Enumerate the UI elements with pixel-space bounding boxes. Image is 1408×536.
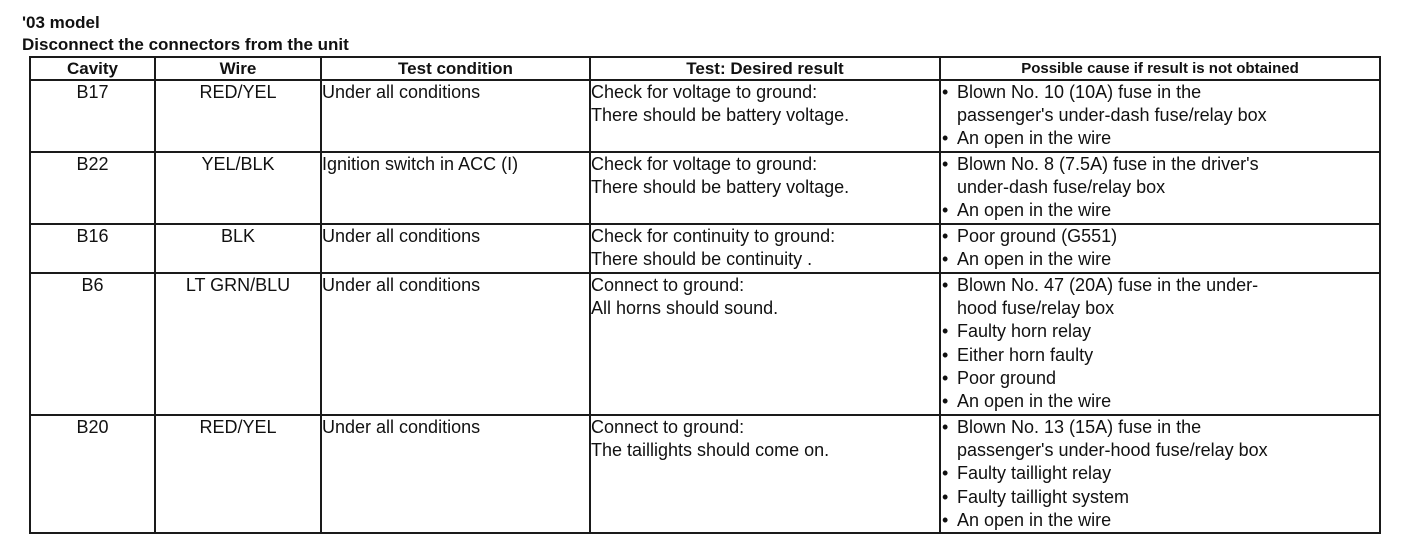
cause-line: passenger's under-hood fuse/relay box	[957, 440, 1268, 461]
cause-line: Either horn faulty	[957, 344, 1094, 365]
bullet-icon: •	[942, 463, 949, 484]
fuse-test-table	[29, 56, 1381, 534]
cause-item	[941, 274, 1379, 320]
wire-cell: BLK	[155, 224, 321, 273]
bullet-icon: •	[942, 391, 949, 412]
cause-list	[941, 153, 1379, 223]
possible-cause-cell	[940, 152, 1380, 224]
bullet-icon: •	[942, 226, 949, 246]
wire-cell: YEL/BLK	[155, 152, 321, 224]
table-header-row	[30, 57, 1380, 80]
bullet-icon: •	[942, 321, 949, 342]
cause-line: An open in the wire	[957, 391, 1112, 412]
cause-list	[941, 274, 1379, 413]
cause-line: Faulty horn relay	[957, 321, 1092, 342]
cause-line: hood fuse/relay box	[957, 298, 1115, 319]
desired-result-cell	[590, 224, 940, 273]
cause-line: Poor ground	[957, 367, 1057, 388]
cause-line: passenger's under-dash fuse/relay box	[957, 105, 1267, 126]
cause-item	[941, 81, 1379, 127]
test-condition-cell: Under all conditions	[321, 80, 590, 152]
bullet-icon: •	[942, 509, 949, 530]
cavity-cell: B6	[30, 273, 155, 415]
cause-line: Blown No. 13 (15A) fuse in the	[957, 417, 1202, 437]
table-row	[30, 152, 1380, 224]
bullet-icon: •	[942, 154, 949, 174]
desired-result-line: The taillights should come on.	[591, 440, 830, 461]
possible-cause-cell	[940, 224, 1380, 273]
table-row	[30, 224, 1380, 273]
column-header-test-condition: Test condition	[321, 57, 590, 80]
test-condition-cell: Under all conditions	[321, 273, 590, 415]
wire-cell: RED/YEL	[155, 80, 321, 152]
cause-item	[941, 225, 1379, 248]
cause-item	[941, 462, 1379, 485]
possible-cause-cell	[940, 80, 1380, 152]
desired-result-cell	[590, 80, 940, 152]
cause-list	[941, 81, 1379, 151]
table-row	[30, 273, 1380, 415]
cause-line: Faulty taillight system	[957, 486, 1130, 507]
cause-line: An open in the wire	[957, 128, 1112, 149]
desired-result-cell	[590, 415, 940, 533]
cause-item	[941, 344, 1379, 367]
desired-result-line: There should be battery voltage.	[591, 105, 850, 126]
cause-line: An open in the wire	[957, 249, 1112, 270]
cause-line: Blown No. 10 (10A) fuse in the	[957, 82, 1202, 102]
cavity-cell: B17	[30, 80, 155, 152]
cause-item	[941, 153, 1379, 199]
possible-cause-cell	[940, 273, 1380, 415]
bullet-icon: •	[942, 249, 949, 270]
instruction-heading: Disconnect the connectors from the unit	[22, 35, 349, 54]
desired-result-line: All horns should sound.	[591, 298, 779, 319]
cause-line: Faulty taillight relay	[957, 463, 1112, 484]
desired-result-line: Connect to ground:	[591, 275, 745, 295]
cavity-cell: B20	[30, 415, 155, 533]
bullet-icon: •	[942, 200, 949, 221]
cause-item	[941, 416, 1379, 462]
possible-cause-cell	[940, 415, 1380, 533]
desired-result-line: Check for voltage to ground:	[591, 154, 818, 174]
desired-result-line: Connect to ground:	[591, 417, 745, 437]
model-heading: '03 model	[22, 13, 100, 32]
bullet-icon: •	[942, 486, 949, 507]
cause-line: Poor ground (G551)	[957, 226, 1118, 246]
cavity-cell: B16	[30, 224, 155, 273]
column-header-possible-cause: Possible cause if result is not obtained	[940, 57, 1380, 80]
bullet-icon: •	[942, 417, 949, 437]
desired-result-cell	[590, 152, 940, 224]
bullet-icon: •	[942, 367, 949, 388]
wire-cell: LT GRN/BLU	[155, 273, 321, 415]
desired-result-line: There should be continuity .	[591, 249, 813, 270]
column-header-desired-result: Test: Desired result	[590, 57, 940, 80]
bullet-icon: •	[942, 82, 949, 102]
cause-item	[941, 199, 1379, 222]
bullet-icon: •	[942, 275, 949, 295]
table-row	[30, 80, 1380, 152]
bullet-icon: •	[942, 128, 949, 149]
test-condition-cell: Ignition switch in ACC (I)	[321, 152, 590, 224]
cause-line: Blown No. 8 (7.5A) fuse in the driver's	[957, 154, 1259, 174]
test-condition-cell: Under all conditions	[321, 224, 590, 273]
cause-item	[941, 367, 1379, 390]
bullet-icon: •	[942, 344, 949, 365]
cause-line: Blown No. 47 (20A) fuse in the under-	[957, 275, 1259, 295]
desired-result-line: Check for voltage to ground:	[591, 82, 818, 102]
cause-line: An open in the wire	[957, 200, 1112, 221]
cavity-cell: B22	[30, 152, 155, 224]
cause-item	[941, 509, 1379, 532]
cause-item	[941, 486, 1379, 509]
desired-result-line: There should be battery voltage.	[591, 177, 850, 198]
column-header-wire: Wire	[155, 57, 321, 80]
wire-cell: RED/YEL	[155, 415, 321, 533]
column-header-cavity: Cavity	[30, 57, 155, 80]
desired-result-cell	[590, 273, 940, 415]
cause-item	[941, 127, 1379, 150]
cause-item	[941, 248, 1379, 271]
cause-item	[941, 320, 1379, 343]
cause-list	[941, 416, 1379, 532]
desired-result-line: Check for continuity to ground:	[591, 226, 836, 246]
cause-item	[941, 390, 1379, 413]
table-row	[30, 415, 1380, 533]
test-condition-cell: Under all conditions	[321, 415, 590, 533]
cause-line: under-dash fuse/relay box	[957, 177, 1166, 198]
cause-line: An open in the wire	[957, 509, 1112, 530]
cause-list	[941, 225, 1379, 271]
